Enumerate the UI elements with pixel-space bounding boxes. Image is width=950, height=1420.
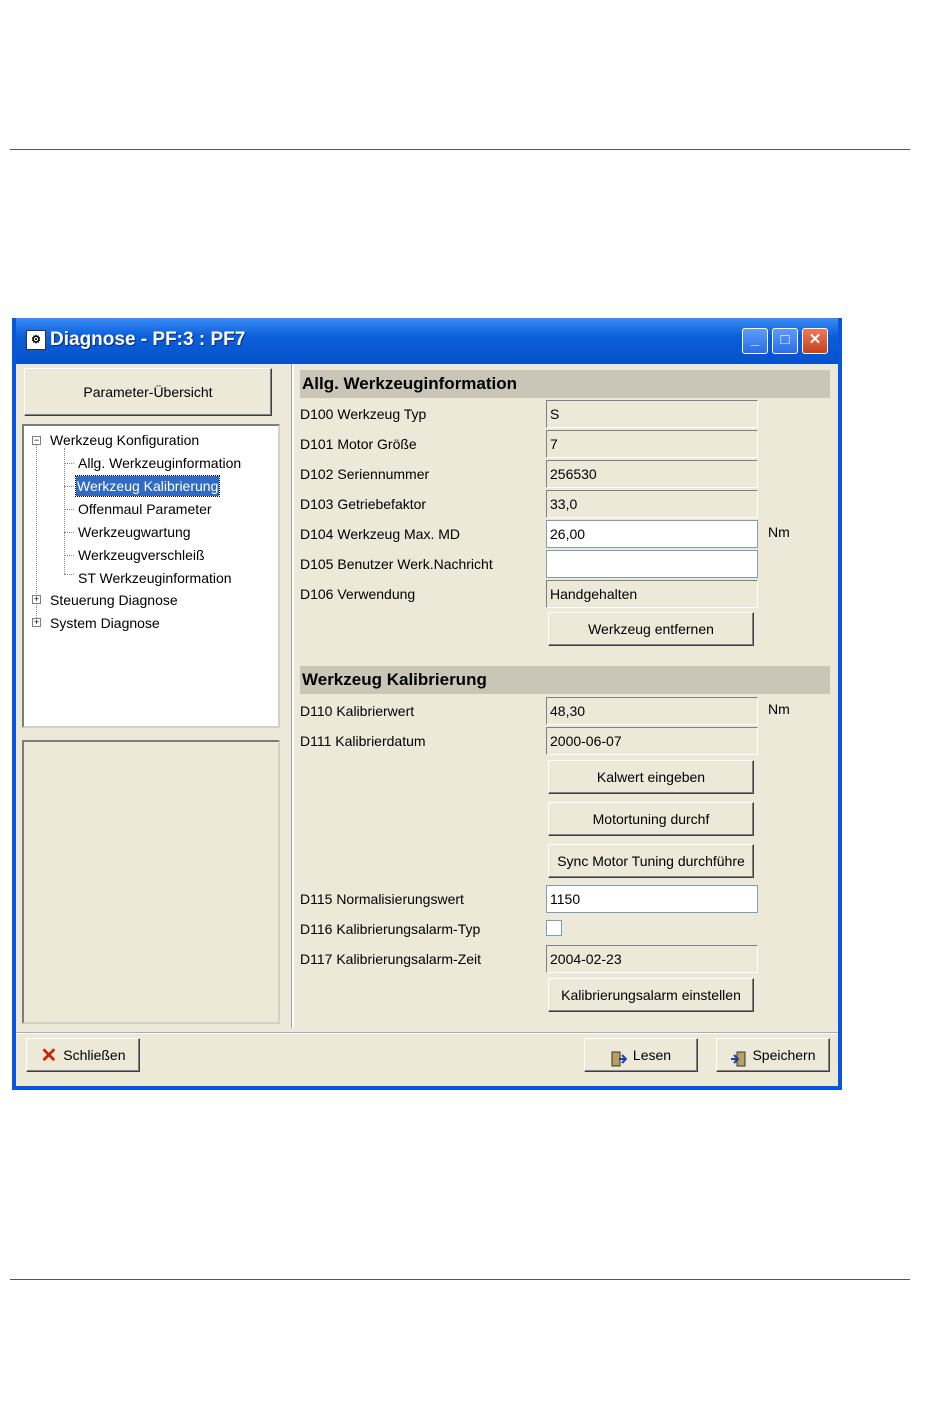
left-pane bbox=[18, 364, 286, 1028]
window-title: Diagnose - PF:3 : PF7 bbox=[50, 329, 246, 350]
d100-value: S bbox=[546, 400, 758, 428]
d116-label: D116 Kalibrierungsalarm-Typ bbox=[300, 921, 481, 937]
diagnose-app-icon: ⚙ bbox=[26, 330, 46, 350]
d117-value: 2004-02-23 bbox=[546, 945, 758, 973]
d106-value: Handgehalten bbox=[546, 580, 758, 608]
d111-value: 2000-06-07 bbox=[546, 727, 758, 755]
d100-label: D100 Werkzeug Typ bbox=[300, 406, 427, 422]
read-from-controller-icon bbox=[611, 1047, 627, 1065]
sync-motor-tuning-button[interactable]: Sync Motor Tuning durchführe bbox=[548, 844, 754, 878]
tree-item-allg-werkzeuginformation[interactable]: Allg. Werkzeuginformation bbox=[78, 455, 242, 471]
close-x-icon: ✕ bbox=[40, 1045, 58, 1068]
page-rule-top bbox=[10, 149, 910, 150]
tree-item-system-diagnose[interactable]: System Diagnose bbox=[50, 615, 160, 631]
section-title-allg-werkzeuginformation: Allg. Werkzeuginformation bbox=[300, 370, 830, 398]
d111-label: D111 Kalibrierdatum bbox=[300, 733, 426, 749]
werkzeug-entfernen-button[interactable]: Werkzeug entfernen bbox=[548, 612, 754, 646]
tree-line bbox=[64, 486, 74, 487]
d102-label: D102 Seriennummer bbox=[300, 466, 430, 482]
d104-label: D104 Werkzeug Max. MD bbox=[300, 526, 461, 542]
d104-unit: Nm bbox=[768, 524, 790, 540]
tree-item-werkzeug-kalibrierung[interactable]: Werkzeug Kalibrierung bbox=[77, 478, 219, 494]
schliessen-button[interactable] bbox=[26, 1038, 140, 1072]
tree-line bbox=[64, 555, 74, 556]
tree-item-werkzeugverschleiss[interactable]: Werkzeugverschleiß bbox=[78, 547, 205, 563]
d106-label: D106 Verwendung bbox=[300, 586, 416, 602]
d101-label: D101 Motor Größe bbox=[300, 436, 417, 452]
speichern-button[interactable] bbox=[716, 1038, 830, 1072]
tree-line bbox=[64, 574, 74, 575]
tree-line bbox=[64, 532, 74, 533]
kalibrierungsalarm-einstellen-button[interactable]: Kalibrierungsalarm einstellen bbox=[548, 978, 754, 1012]
kalwert-eingeben-button[interactable]: Kalwert eingeben bbox=[548, 760, 754, 794]
speichern-label: Speichern bbox=[752, 1047, 816, 1063]
d105-input[interactable] bbox=[546, 550, 758, 578]
minimize-button[interactable]: _ bbox=[742, 328, 768, 354]
d104-input[interactable]: 26,00 bbox=[546, 520, 758, 548]
d116-checkbox[interactable] bbox=[546, 920, 562, 936]
d110-unit: Nm bbox=[768, 701, 790, 717]
tree-item-werkzeugwartung[interactable]: Werkzeugwartung bbox=[78, 524, 191, 540]
d101-value: 7 bbox=[546, 430, 758, 458]
diagnose-window bbox=[12, 318, 842, 1090]
lesen-button[interactable] bbox=[584, 1038, 698, 1072]
motortuning-button[interactable]: Motortuning durchf bbox=[548, 802, 754, 836]
d103-value: 33,0 bbox=[546, 490, 758, 518]
d117-label: D117 Kalibrierungsalarm-Zeit bbox=[300, 951, 482, 967]
d115-input[interactable]: 1150 bbox=[546, 885, 758, 913]
close-window-button[interactable]: ✕ bbox=[802, 328, 828, 354]
tree-item-st-werkzeuginformation[interactable]: ST Werkzeuginformation bbox=[78, 570, 232, 586]
tree-item-werkzeug-konfiguration[interactable]: Werkzeug Konfiguration bbox=[50, 432, 200, 448]
info-panel bbox=[22, 740, 280, 1024]
d102-value: 256530 bbox=[546, 460, 758, 488]
tree-line bbox=[64, 509, 74, 510]
schliessen-label: Schließen bbox=[63, 1047, 126, 1063]
tree-item-steuerung-diagnose[interactable]: Steuerung Diagnose bbox=[50, 592, 178, 608]
maximize-button[interactable]: □ bbox=[772, 328, 798, 354]
d110-label: D110 Kalibrierwert bbox=[300, 703, 415, 719]
title-bar[interactable] bbox=[16, 318, 838, 364]
tree-line bbox=[64, 463, 74, 464]
detail-pane bbox=[292, 364, 832, 1028]
collapse-icon[interactable]: − bbox=[33, 435, 40, 445]
expand-icon[interactable]: + bbox=[33, 594, 40, 604]
d115-label: D115 Normalisierungswert bbox=[300, 891, 464, 907]
bottom-bar bbox=[16, 1032, 838, 1084]
tree-line bbox=[36, 440, 37, 618]
d105-label: D105 Benutzer Werk.Nachricht bbox=[300, 556, 493, 572]
write-to-controller-icon bbox=[730, 1047, 746, 1065]
parameter-overview-button[interactable]: Parameter-Übersicht bbox=[24, 368, 272, 416]
expand-icon[interactable]: + bbox=[33, 617, 40, 627]
page-rule-bottom bbox=[10, 1279, 910, 1280]
navigation-tree bbox=[22, 424, 280, 728]
d110-value: 48,30 bbox=[546, 697, 758, 725]
d103-label: D103 Getriebefaktor bbox=[300, 496, 427, 512]
section-title-werkzeug-kalibrierung: Werkzeug Kalibrierung bbox=[300, 666, 830, 694]
lesen-label: Lesen bbox=[632, 1047, 672, 1063]
window-client bbox=[16, 364, 838, 1086]
tree-item-offenmaul-parameter[interactable]: Offenmaul Parameter bbox=[78, 501, 212, 517]
